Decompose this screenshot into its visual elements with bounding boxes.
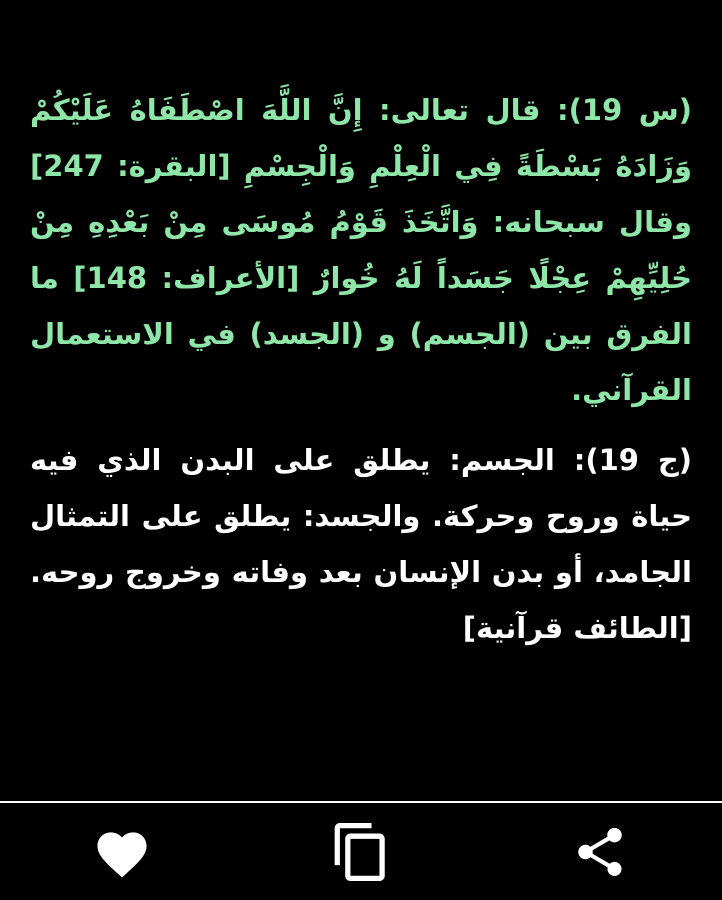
- share-icon: [571, 822, 629, 882]
- favorite-button[interactable]: [90, 820, 154, 884]
- heart-icon: [92, 825, 152, 879]
- copy-button[interactable]: [329, 820, 393, 884]
- copy-icon: [332, 820, 390, 884]
- bottom-toolbar: [0, 803, 722, 900]
- answer-text: (ج 19): الجسم: يطلق على البدن الذي فيه حياة وروح وحركة. والجسد: يطلق على التمثال الجامد، أو بدن الإنسان بعد وفاته وخروج روحه. [الطائف قرآنية]: [30, 443, 692, 645]
- content-area: [30, 82, 692, 656]
- question-text: (س 19): قال تعالى: إِنَّ اللَّهَ اصْطَفَاهُ عَلَيْكُمْ وَزَادَهُ بَسْطَةً فِي الْعِلْمِ وَالْجِسْمِ [البقرة: 247] وقال سبحانه: وَاتَّخَذَ قَوْمُ مُوسَى مِنْ بَعْدِهِ مِنْ حُلِيِّهِمْ عِجْلًا جَسَداً لَهُ خُوارٌ [الأعراف: 148] ما الفرق بين (الجسم) و (الجسد) في الاستعمال القرآني.: [30, 93, 693, 407]
- share-button[interactable]: [568, 820, 632, 884]
